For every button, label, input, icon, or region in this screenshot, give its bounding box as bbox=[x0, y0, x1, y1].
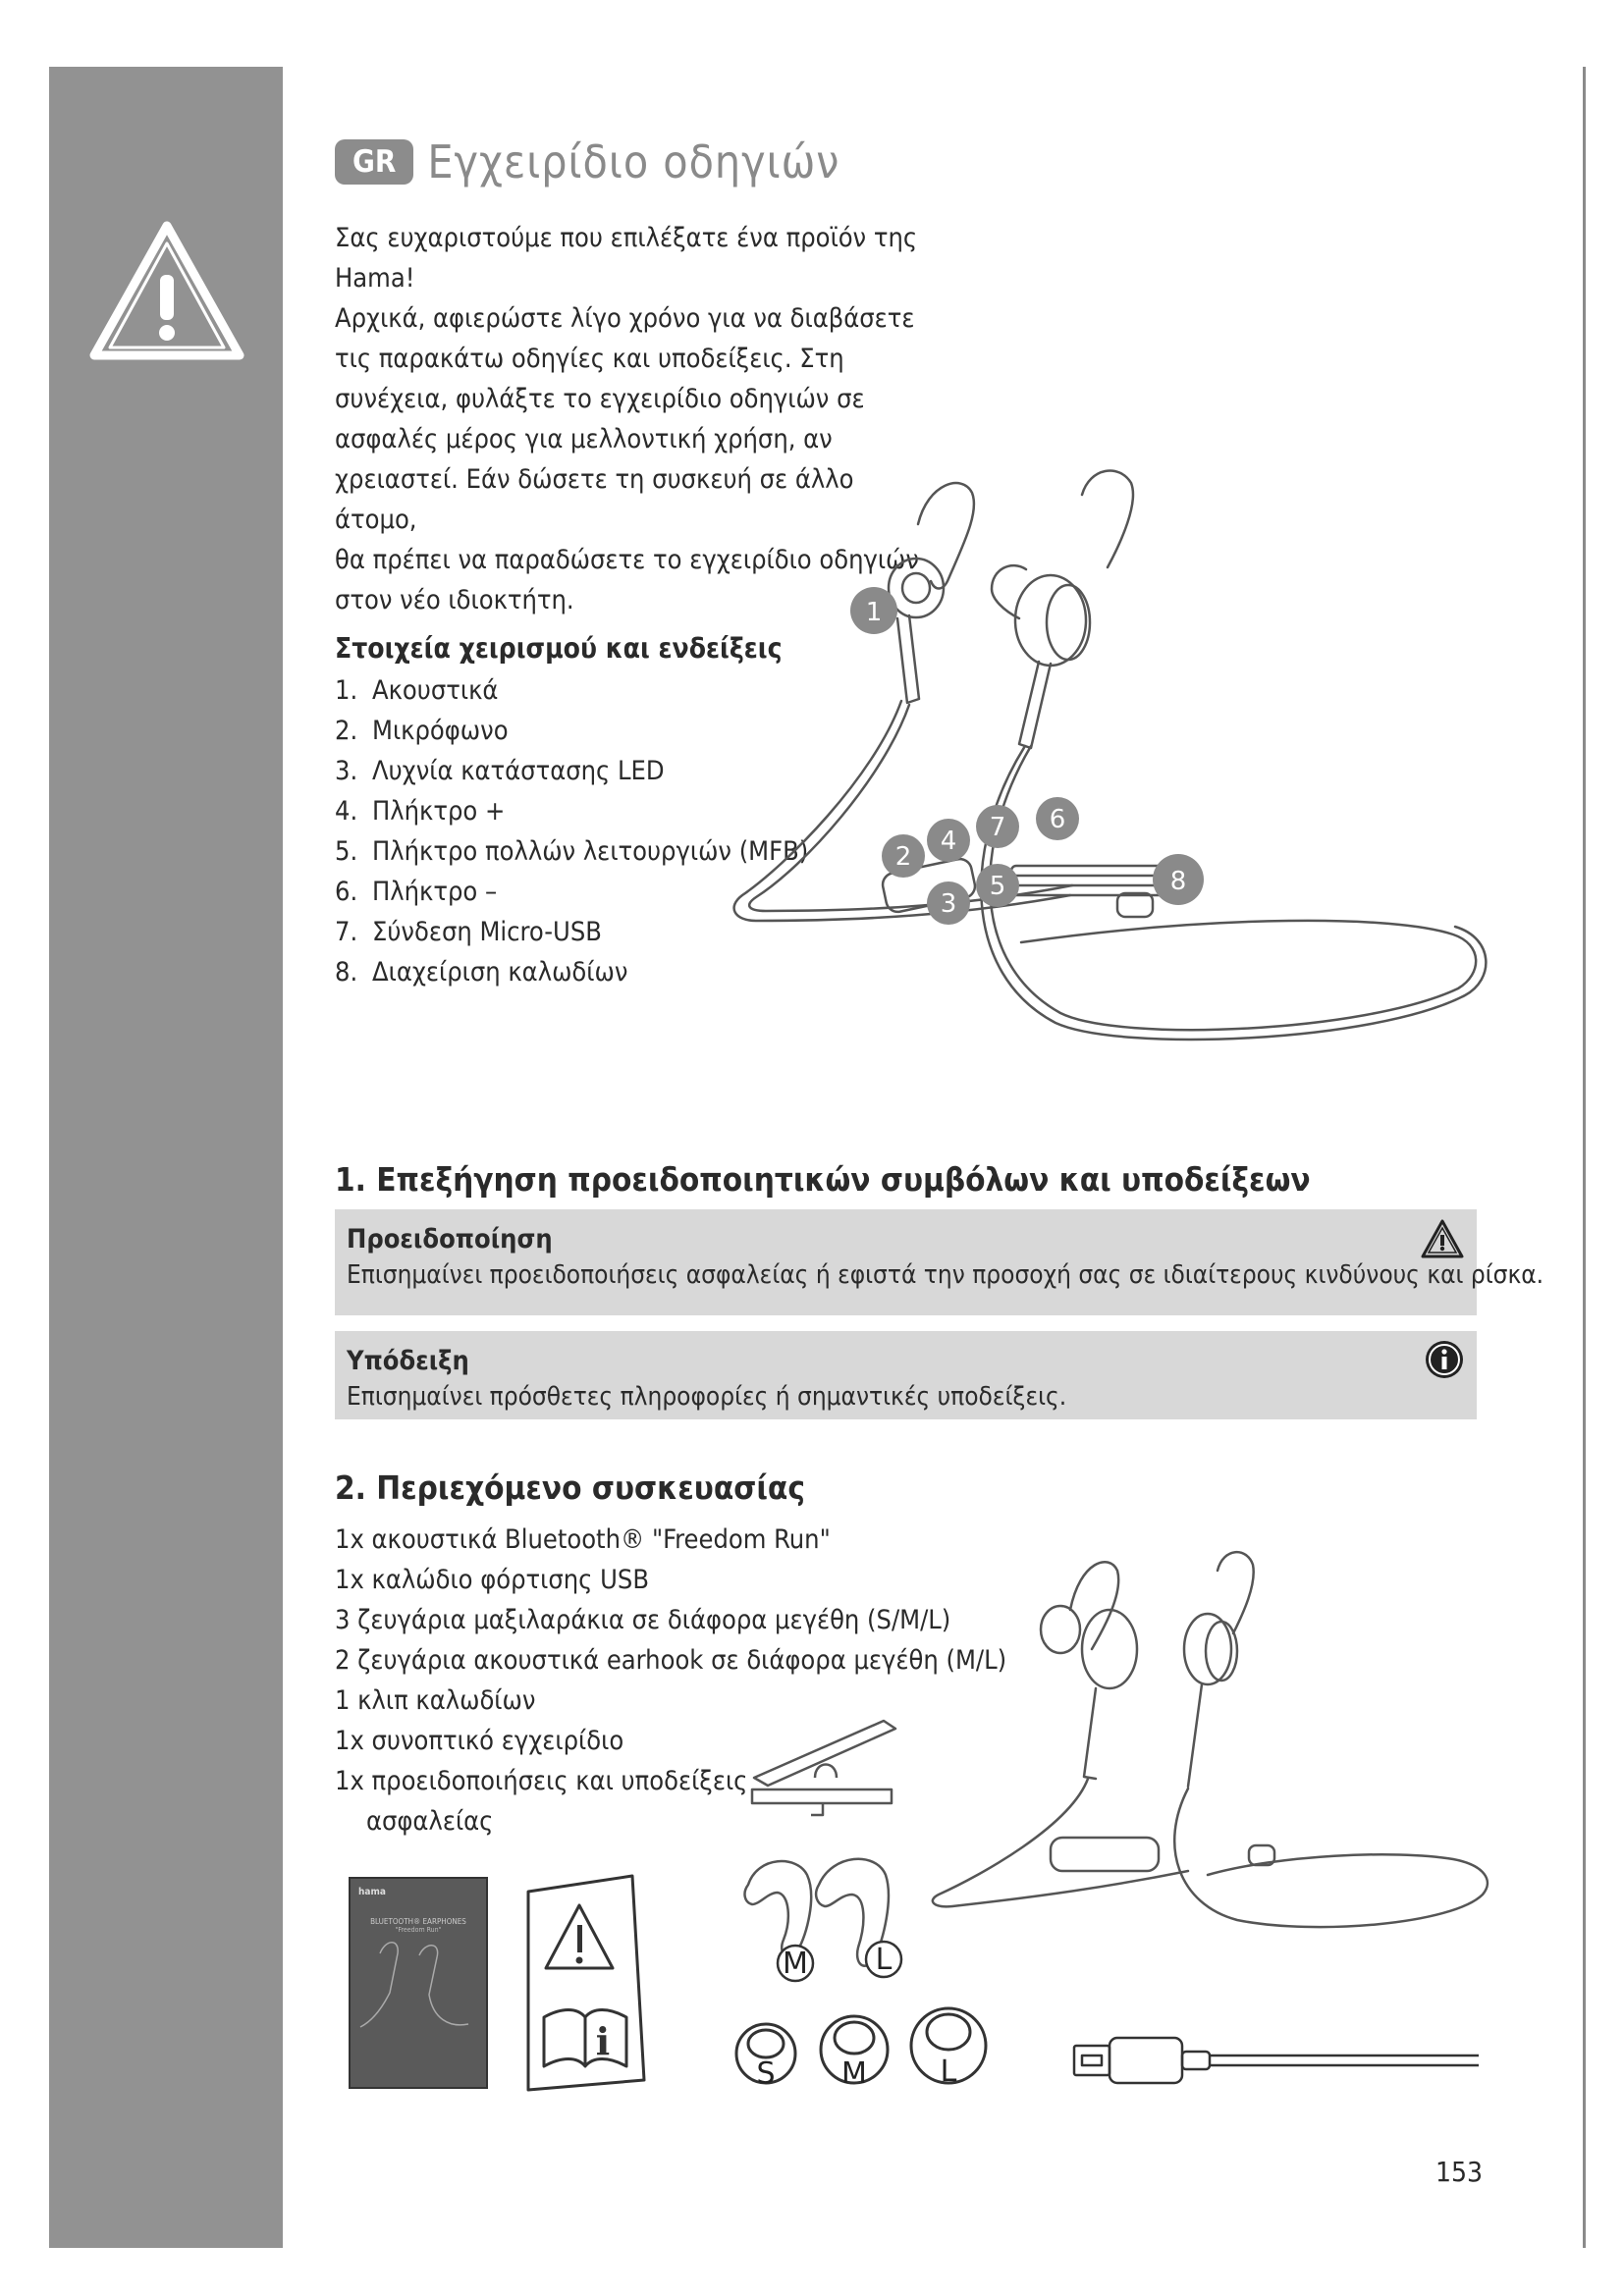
earphones-diagram bbox=[727, 454, 1492, 1042]
list-label: Σύνδεση Micro-USB bbox=[372, 917, 602, 947]
list-number: 8. bbox=[335, 957, 358, 988]
page-edge-line bbox=[1583, 67, 1586, 2248]
list-label: Πλήκτρο – bbox=[372, 877, 498, 907]
intro-line: Αρχικά, αφιερώστε λίγο χρόνο για να διαβάσετε bbox=[335, 303, 915, 334]
callout-marker bbox=[1153, 854, 1204, 905]
callout-label: 3 bbox=[940, 889, 957, 919]
list-label: Πλήκτρο πολλών λειτουργιών (MFB) bbox=[372, 836, 809, 867]
language-badge: GR bbox=[335, 139, 413, 185]
cable-clip-illustration bbox=[746, 1713, 903, 1821]
section-heading-symbols: 1. Επεξήγηση προειδοποιητικών συμβόλων και υποδείξεων bbox=[335, 1160, 1311, 1199]
info-glyph: i bbox=[595, 2019, 611, 2063]
list-number: 4. bbox=[335, 796, 358, 827]
intro-line: συνέχεια, φυλάξτε το εγχειρίδιο οδηγιών σε bbox=[335, 384, 865, 414]
list-number: 5. bbox=[335, 836, 358, 867]
callout-marker bbox=[927, 819, 970, 862]
warning-title: Προειδοποίηση bbox=[347, 1224, 553, 1255]
ear-tips-illustration bbox=[729, 2002, 994, 2101]
manual-header bbox=[335, 135, 839, 188]
usb-cable-illustration bbox=[1070, 2034, 1483, 2093]
ear-tip-medium bbox=[821, 2016, 888, 2091]
intro-line: θα πρέπει να παραδώσετε το εγχειρίδιο οδηγιών bbox=[335, 545, 919, 575]
sidebar-band bbox=[49, 67, 283, 2248]
callout-marker bbox=[927, 881, 970, 925]
warning-text: Επισημαίνει προειδοποιήσεις ασφαλείας ή εφιστά την προσοχή σας σε ιδιαίτερους κινδύνους και ρίσκα. bbox=[347, 1260, 1544, 1290]
note-title: Υπόδειξη bbox=[347, 1346, 469, 1376]
size-label: L bbox=[940, 2055, 957, 2089]
list-item: 1x καλώδιο φόρτισης USB bbox=[335, 1565, 649, 1595]
manual-title: Εγχειρίδιο οδηγιών bbox=[427, 135, 840, 188]
list-label: Ακουστικά bbox=[372, 675, 499, 706]
callout-label: 8 bbox=[1169, 867, 1187, 896]
list-label: Πλήκτρο + bbox=[372, 796, 506, 827]
list-item: ασφαλείας bbox=[366, 1806, 494, 1837]
controls-heading: Στοιχεία χειρισμού και ενδείξεις bbox=[335, 632, 783, 665]
section-heading-contents: 2. Περιεχόμενο συσκευασίας bbox=[335, 1468, 805, 1507]
callout-label: 6 bbox=[1049, 805, 1066, 834]
note-box bbox=[335, 1331, 1477, 1419]
size-marker bbox=[778, 1946, 813, 1981]
intro-line: χρειαστεί. Εάν δώσετε τη συσκευή σε άλλο άτομο, bbox=[335, 464, 854, 535]
list-item: 2 ζευγάρια ακουστικά earhook σε διάφορα μεγέθη (M/L) bbox=[335, 1645, 1007, 1676]
callout-label: 4 bbox=[940, 827, 957, 856]
callout-marker bbox=[976, 805, 1019, 848]
ear-tip-large bbox=[911, 2008, 986, 2089]
size-marker bbox=[866, 1942, 901, 1977]
intro-line: Hama! bbox=[335, 263, 415, 294]
callout-marker bbox=[976, 864, 1019, 907]
size-label: M bbox=[783, 1947, 808, 1981]
warning-triangle-icon bbox=[1420, 1217, 1465, 1262]
callout-marker bbox=[1036, 797, 1079, 840]
callout-label: 5 bbox=[989, 872, 1006, 901]
list-number: 7. bbox=[335, 917, 358, 947]
callout-marker bbox=[850, 587, 897, 634]
booklet-subtitle: "Freedom Run" bbox=[395, 1926, 442, 1934]
ear-tip-small bbox=[736, 2024, 795, 2091]
package-contents-list bbox=[335, 1520, 1006, 1842]
list-label: Λυχνία κατάστασης LED bbox=[372, 756, 665, 786]
list-number: 1. bbox=[335, 675, 358, 706]
list-item: 1x συνοπτικό εγχειρίδιο bbox=[335, 1726, 624, 1756]
list-label: Διαχείριση καλωδίων bbox=[372, 957, 628, 988]
intro-line: Σας ευχαριστούμε που επιλέξατε ένα προϊόν της bbox=[335, 223, 918, 253]
note-text: Επισημαίνει πρόσθετες πληροφορίες ή σημαντικές υποδείξεις. bbox=[347, 1382, 1067, 1412]
callout-marker bbox=[882, 834, 925, 878]
earhooks-illustration bbox=[738, 1845, 925, 1993]
list-item: 1x προειδοποιήσεις και υποδείξεις bbox=[335, 1766, 748, 1796]
booklet-earphones-icon bbox=[351, 1934, 478, 2052]
list-number: 6. bbox=[335, 877, 358, 907]
info-circle-icon bbox=[1424, 1339, 1465, 1380]
warning-box bbox=[335, 1209, 1544, 1315]
list-item: 1x ακουστικά Bluetooth® "Freedom Run" bbox=[335, 1524, 831, 1555]
safety-leaflet bbox=[522, 1870, 650, 2096]
booklet-title: BLUETOOTH® EARPHONES bbox=[370, 1917, 466, 1926]
earphones-picture bbox=[923, 1531, 1492, 1944]
callout-label: 1 bbox=[865, 598, 883, 627]
list-number: 2. bbox=[335, 716, 358, 746]
intro-line: ασφαλές μέρος για μελλοντική χρήση, αν bbox=[335, 424, 833, 454]
page-number: 153 bbox=[1435, 2156, 1484, 2188]
callout-label: 2 bbox=[894, 842, 912, 872]
list-label: Μικρόφωνο bbox=[372, 716, 509, 746]
size-label: M bbox=[841, 2056, 867, 2091]
intro-line: στον νέο ιδιοκτήτη. bbox=[335, 585, 574, 615]
intro-line: τις παρακάτω οδηγίες και υποδείξεις. Στη bbox=[335, 344, 844, 374]
callout-label: 7 bbox=[989, 813, 1006, 842]
warning-triangle-icon bbox=[86, 218, 247, 365]
list-item: 1 κλιπ καλωδίων bbox=[335, 1685, 536, 1716]
booklet-brand: hama bbox=[358, 1887, 386, 1897]
size-label: L bbox=[875, 1943, 893, 1977]
size-label: S bbox=[756, 2056, 776, 2091]
quick-guide-booklet bbox=[349, 1877, 488, 2089]
list-number: 3. bbox=[335, 756, 358, 786]
list-item: 3 ζευγάρια μαξιλαράκια σε διάφορα μεγέθη (S/M/L) bbox=[335, 1605, 951, 1635]
